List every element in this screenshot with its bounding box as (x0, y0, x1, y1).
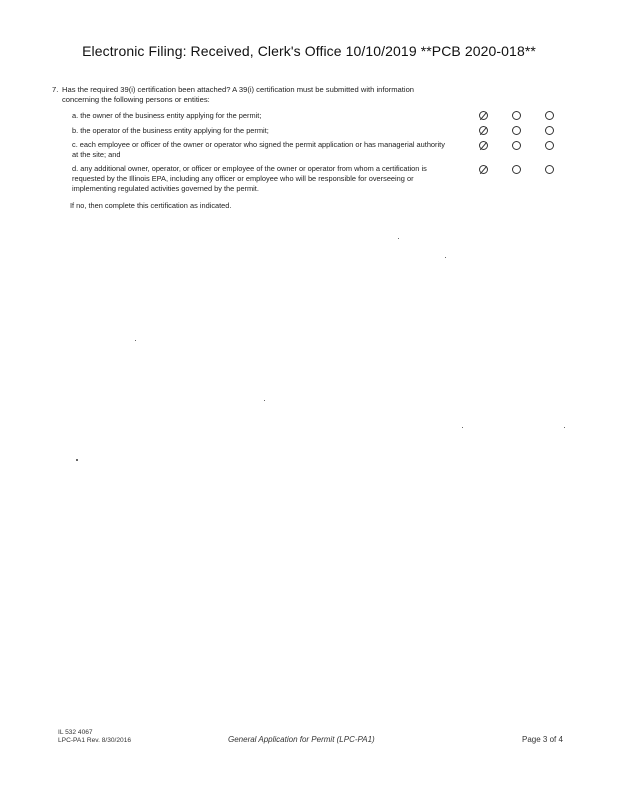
item-d-option-3-radio[interactable] (545, 165, 554, 174)
item-d-option-2-radio[interactable] (512, 165, 521, 174)
item-c: c. each employee or officer of the owner or operator who signed the permit application or has managerial authority at the site; and (72, 140, 445, 159)
filing-stamp: Electronic Filing: Received, Clerk's Office 10/10/2019 **PCB 2020-018** (82, 43, 536, 59)
page-number: Page 3 of 4 (522, 735, 563, 744)
question-number: 7. (52, 85, 59, 94)
question-7 (52, 85, 452, 105)
item-a: a. the owner of the business entity applying for the permit; (72, 111, 262, 120)
scan-speck (398, 238, 399, 239)
instruction-note: If no, then complete this certification as indicated. (70, 201, 232, 210)
item-c-option-1-radio[interactable] (479, 141, 488, 150)
footer-form-info (58, 729, 131, 745)
item-c-option-2-radio[interactable] (512, 141, 521, 150)
scan-speck (564, 427, 565, 428)
item-b: b. the operator of the business entity applying for the permit; (72, 126, 269, 135)
scan-speck (135, 340, 136, 341)
item-d: d. any additional owner, operator, or officer or employee of the owner or operator from whom a certification is requested by the Illinois EPA, including any officer or employee who will be responsible for overseeing or implementing regulated activities governed by the permit. (72, 164, 427, 193)
scan-speck (462, 427, 463, 428)
form-id: IL 532 4067 (58, 729, 93, 736)
item-b-option-3-radio[interactable] (545, 126, 554, 135)
item-b-option-2-radio[interactable] (512, 126, 521, 135)
item-a-option-1-radio[interactable] (479, 111, 488, 120)
item-d-option-1-radio[interactable] (479, 165, 488, 174)
item-b-option-1-radio[interactable] (479, 126, 488, 135)
question-text: Has the required 39(i) certification been attached? A 39(i) certification must be submitted with information concerning the following persons or entities: (62, 85, 415, 104)
footer-title: General Application for Permit (LPC-PA1) (228, 735, 375, 744)
scan-speck (76, 459, 78, 461)
scan-speck (445, 257, 446, 258)
item-a-option-2-radio[interactable] (512, 111, 521, 120)
item-a-option-3-radio[interactable] (545, 111, 554, 120)
form-revision: LPC-PA1 Rev. 8/30/2016 (58, 737, 132, 744)
scan-speck (264, 400, 265, 401)
item-c-option-3-radio[interactable] (545, 141, 554, 150)
